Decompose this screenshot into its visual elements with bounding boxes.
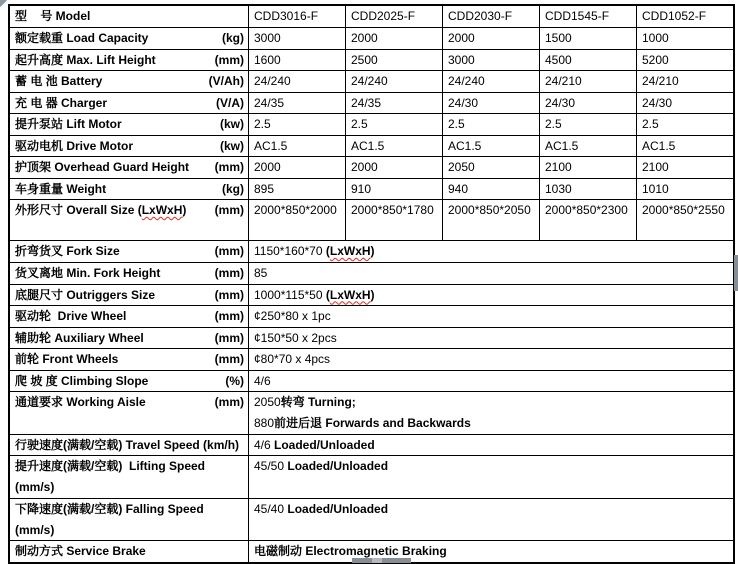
unit-label: (mm)	[214, 352, 244, 366]
text-segment: 驱动轮 Drive Wheel	[15, 309, 127, 323]
value-text: 1500	[545, 31, 572, 45]
table-row	[10, 285, 733, 307]
label-text	[15, 309, 126, 324]
text-segment: 前进后退 Forwards and Backwards	[274, 416, 471, 430]
value-cell	[249, 241, 733, 262]
value-cell	[249, 200, 346, 240]
value-text: 940	[448, 181, 469, 196]
value-cell	[540, 136, 637, 157]
label-text	[15, 438, 239, 453]
text-segment: 下降速度(满载/空载) Falling Speed	[15, 501, 204, 516]
value-cell	[346, 136, 443, 157]
table-row	[10, 499, 733, 542]
value-text: 24/35	[254, 95, 285, 110]
table-row	[10, 114, 733, 136]
value-cell	[249, 499, 733, 541]
label-line	[15, 544, 244, 559]
label-line	[15, 438, 244, 453]
value-cell	[249, 349, 733, 370]
value-text: 2100	[642, 160, 669, 174]
label-line2: (mm/s)	[15, 480, 55, 494]
value-line	[254, 266, 729, 281]
text-segment: LxWxH	[329, 287, 371, 302]
value-text: 24/240	[448, 74, 485, 88]
text-segment: 车身重量 Weight	[15, 181, 107, 196]
value-text: 24/35	[351, 95, 382, 110]
table-row	[10, 71, 733, 93]
value-cell	[443, 93, 540, 114]
value-text: 2100	[545, 160, 572, 174]
value-cell	[540, 6, 637, 27]
text-segment: 驱动电机 Drive Motor	[15, 138, 134, 153]
text-segment: ¢150*50 x 2pcs	[254, 330, 337, 345]
vertical-scrollbar-thumb[interactable]	[734, 255, 738, 291]
text-segment: Loaded/Unloaded	[287, 459, 389, 473]
value-cell	[249, 157, 346, 178]
label-text	[15, 117, 122, 132]
row-label-cell	[10, 541, 249, 562]
label-text	[15, 203, 186, 218]
table-move-handle-icon[interactable]	[0, 0, 7, 7]
value-text: CDD3016-F	[254, 9, 319, 23]
row-label-cell	[10, 136, 249, 157]
unit-label: (mm)	[214, 330, 244, 345]
unit-label: (kw)	[220, 138, 244, 153]
value-cell	[637, 71, 733, 92]
label-line	[15, 395, 244, 410]
label-line	[15, 331, 244, 346]
text-segment: 转弯 Turning;	[280, 395, 356, 409]
value-cell	[346, 114, 443, 135]
value-cell	[637, 200, 733, 240]
row-label-cell	[10, 306, 249, 327]
row-label-cell	[10, 93, 249, 114]
row-label-cell	[10, 392, 249, 434]
label-text	[15, 331, 144, 346]
table-row	[10, 241, 733, 263]
unit-label: (mm)	[214, 287, 244, 302]
table-row	[10, 6, 733, 28]
row-label-cell	[10, 499, 249, 541]
text-segment: 电磁制动 Electromagnetic Braking	[254, 544, 447, 558]
text-segment: 护顶架 Overhead Guard Height	[15, 160, 190, 174]
value-text: 2000*850*2550	[642, 203, 725, 217]
text-segment: 起升高度 Max. Lift Height	[15, 52, 156, 67]
label-line	[15, 244, 244, 259]
value-cell	[637, 28, 733, 49]
value-cell	[249, 136, 346, 157]
value-cell	[443, 136, 540, 157]
label-line	[15, 459, 244, 474]
value-text: 24/30	[642, 95, 673, 110]
value-text: 2000*850*2000	[254, 203, 337, 217]
row-label-cell	[10, 6, 249, 27]
label-line	[15, 182, 244, 197]
unit-label: (V/A)	[216, 95, 244, 110]
label-text	[15, 96, 107, 111]
value-cell	[346, 200, 443, 240]
value-cell	[637, 50, 733, 71]
table-row	[10, 200, 733, 241]
value-cell	[249, 6, 346, 27]
table-row	[10, 392, 733, 435]
value-cell	[443, 50, 540, 71]
value-cell	[249, 114, 346, 135]
label-line	[15, 117, 244, 132]
value-text: 5200	[642, 52, 669, 67]
value-text: 2500	[351, 52, 378, 67]
value-text: 2050	[448, 160, 475, 174]
text-segment: 1000*115*50	[254, 287, 326, 302]
table-row	[10, 157, 733, 179]
value-cell	[540, 179, 637, 200]
label-line	[15, 374, 244, 389]
label-text	[15, 139, 133, 154]
text-segment: 制动方式 Service Brake	[15, 544, 146, 558]
value-text: 24/240	[254, 74, 291, 88]
text-segment: 底腿尺寸 Outriggers Size	[15, 287, 156, 302]
value-cell	[249, 93, 346, 114]
value-text: CDD1052-F	[642, 9, 707, 23]
value-cell	[540, 200, 637, 240]
label-line	[15, 31, 244, 46]
text-segment: 4/6	[254, 373, 271, 388]
value-line	[254, 416, 729, 431]
value-line	[254, 352, 729, 367]
value-cell	[637, 179, 733, 200]
value-text: 3000	[254, 31, 281, 45]
label-text	[15, 9, 90, 24]
label-text	[15, 288, 155, 303]
value-cell	[346, 6, 443, 27]
label-text	[15, 395, 146, 410]
text-segment: 通道要求 Working Aisle	[15, 395, 146, 409]
label-line	[15, 9, 244, 24]
value-cell	[443, 200, 540, 240]
horizontal-scrollbar-thumb[interactable]	[352, 558, 411, 563]
scrollbar-notch	[372, 558, 382, 563]
value-text: 24/30	[448, 95, 479, 110]
value-cell	[346, 179, 443, 200]
label-line	[15, 266, 244, 281]
row-label-cell	[10, 28, 249, 49]
row-label-cell	[10, 114, 249, 135]
text-segment: 45/40	[254, 501, 288, 516]
table-row	[10, 349, 733, 371]
text-segment: 前轮 Front Wheels	[15, 352, 119, 366]
unit-label: (mm)	[214, 309, 244, 323]
value-text: 895	[254, 181, 275, 196]
value-cell	[540, 28, 637, 49]
text-segment: LxWxH	[329, 244, 371, 258]
unit-label: (mm)	[214, 203, 244, 217]
text-segment: 辅助轮 Auxiliary Wheel	[15, 330, 144, 345]
text-segment: Loaded/Unloaded	[274, 437, 375, 452]
value-cell	[249, 28, 346, 49]
value-text: 2.5	[254, 117, 271, 131]
value-text: 2000	[351, 160, 378, 174]
value-text: 2000*850*2300	[545, 203, 628, 217]
label-line	[15, 74, 244, 89]
value-text: 1010	[642, 181, 669, 196]
value-text: AC1.5	[545, 138, 579, 153]
value-text: 2.5	[448, 117, 465, 131]
text-segment: 4/6	[254, 437, 275, 452]
label-text	[15, 244, 120, 259]
value-text: 2000	[254, 160, 281, 174]
row-label-cell	[10, 456, 249, 498]
value-cell	[443, 6, 540, 27]
value-line	[254, 309, 729, 324]
text-segment: 行驶速度(满载/空载) Travel Speed (km/h)	[15, 437, 240, 452]
value-text: 2000	[448, 31, 475, 45]
value-line	[254, 331, 729, 346]
value-cell	[443, 28, 540, 49]
text-segment: ¢80*70 x 4pcs	[254, 352, 331, 366]
value-line	[254, 438, 729, 453]
label-line	[15, 139, 244, 154]
row-label-cell	[10, 179, 249, 200]
value-cell	[540, 114, 637, 135]
value-cell	[249, 435, 733, 456]
value-line	[254, 374, 729, 389]
value-text: CDD2030-F	[448, 9, 513, 23]
value-cell	[249, 371, 733, 392]
value-line	[254, 459, 729, 474]
row-label-cell	[10, 50, 249, 71]
value-cell	[540, 93, 637, 114]
row-label-cell	[10, 435, 249, 456]
text-segment: (	[325, 287, 330, 302]
label-line	[15, 203, 244, 218]
value-cell	[249, 50, 346, 71]
value-line	[254, 395, 729, 410]
value-cell	[637, 114, 733, 135]
text-segment: 充 电 器 Charger	[15, 95, 108, 110]
label-line	[15, 53, 244, 68]
table-row	[10, 306, 733, 328]
label-text	[15, 352, 118, 367]
value-cell	[249, 71, 346, 92]
value-cell	[346, 28, 443, 49]
label-text	[15, 502, 204, 517]
text-segment: )	[370, 287, 375, 302]
label-text	[15, 459, 205, 474]
text-segment: ¢250*80 x 1pc	[254, 309, 331, 323]
value-cell	[443, 71, 540, 92]
value-text: 2000	[351, 31, 378, 45]
value-cell	[249, 306, 733, 327]
value-text: 2000*850*2050	[448, 203, 531, 217]
value-text: 24/30	[545, 95, 576, 110]
text-segment: 45/50	[254, 459, 288, 473]
text-segment: 蓄 电 池 Battery	[15, 74, 103, 88]
value-text: 24/240	[351, 74, 388, 88]
row-label-cell	[10, 71, 249, 92]
value-cell	[637, 6, 733, 27]
label-line	[15, 352, 244, 367]
label-text	[15, 374, 148, 389]
label-text	[15, 544, 146, 559]
value-text: 3000	[448, 52, 475, 67]
value-line	[254, 502, 729, 517]
label-text	[15, 182, 106, 197]
label-line	[15, 309, 244, 324]
unit-label: (mm)	[214, 266, 244, 280]
text-segment: 2050	[254, 395, 281, 409]
value-text: AC1.5	[254, 138, 288, 153]
value-text: 1030	[545, 181, 572, 196]
unit-label: (mm)	[214, 160, 244, 174]
text-segment: 额定载重 Load Capacity	[15, 31, 149, 45]
table-row	[10, 136, 733, 158]
text-segment: 提升速度(满载/空载) Lifting Speed	[15, 459, 205, 473]
value-text: 2.5	[545, 117, 562, 131]
value-text: 2.5	[642, 117, 659, 131]
text-segment: 货叉离地 Min. Fork Height	[15, 266, 161, 280]
row-label-cell	[10, 263, 249, 284]
text-segment: Loaded/Unloaded	[287, 501, 389, 516]
unit-label: (%)	[225, 373, 244, 388]
value-cell	[637, 136, 733, 157]
value-cell	[249, 392, 733, 434]
value-cell	[540, 157, 637, 178]
value-text: 24/210	[642, 74, 679, 88]
value-text: 2000*850*1780	[351, 203, 434, 217]
value-text: 4500	[545, 52, 572, 67]
label-line2: (mm/s)	[15, 522, 55, 537]
table-row	[10, 28, 733, 50]
value-cell	[249, 285, 733, 306]
value-cell	[443, 114, 540, 135]
row-label-cell	[10, 328, 249, 349]
text-segment: 1150*160*70	[254, 244, 326, 258]
value-text: AC1.5	[642, 138, 676, 153]
table-row	[10, 456, 733, 499]
label-text	[15, 31, 148, 46]
value-cell	[346, 93, 443, 114]
unit-label: (mm)	[214, 244, 244, 258]
value-text: 2.5	[351, 117, 368, 131]
value-text: 910	[351, 181, 372, 196]
text-segment: 提升泵站 Lift Motor	[15, 117, 122, 131]
text-segment: )	[182, 203, 187, 217]
row-label-cell	[10, 285, 249, 306]
text-segment: 85	[254, 266, 268, 280]
row-label-cell	[10, 371, 249, 392]
text-segment: LxWxH	[141, 203, 183, 217]
label-line	[15, 96, 244, 111]
value-line	[254, 244, 729, 259]
row-label-cell	[10, 157, 249, 178]
value-cell	[443, 179, 540, 200]
table-row	[10, 179, 733, 201]
row-label-cell	[10, 241, 249, 262]
value-cell	[637, 157, 733, 178]
row-label-cell	[10, 200, 249, 240]
table-row	[10, 371, 733, 393]
value-text: CDD1545-F	[545, 9, 610, 23]
value-cell	[249, 263, 733, 284]
label-text	[15, 74, 102, 89]
value-line	[254, 544, 729, 559]
label-text	[15, 266, 160, 281]
value-cell	[637, 93, 733, 114]
unit-label: (mm)	[214, 52, 244, 67]
value-text: AC1.5	[351, 138, 385, 153]
value-cell	[540, 50, 637, 71]
text-segment: )	[370, 244, 375, 258]
unit-label: (mm)	[214, 395, 244, 409]
table-row	[10, 93, 733, 115]
text-segment: 外形尺寸 Overall Size (	[15, 203, 142, 217]
spec-table	[8, 4, 735, 564]
label-line	[15, 160, 244, 175]
value-text: 24/210	[545, 74, 582, 88]
value-cell	[249, 328, 733, 349]
text-segment: 折弯货叉 Fork Size	[15, 244, 120, 258]
text-segment: (	[325, 244, 330, 258]
value-text: 1000	[642, 31, 669, 45]
label-line	[15, 502, 244, 517]
unit-label: (V/Ah)	[208, 74, 244, 88]
table-row	[10, 328, 733, 350]
value-cell	[346, 71, 443, 92]
table-row	[10, 50, 733, 72]
table-row	[10, 435, 733, 457]
table-row	[10, 263, 733, 285]
text-segment: 型 号 Model	[15, 9, 91, 23]
label-text	[15, 53, 156, 68]
unit-label: (kg)	[222, 31, 244, 45]
unit-label: (kw)	[220, 117, 244, 131]
value-text: CDD2025-F	[351, 9, 416, 23]
value-cell	[443, 157, 540, 178]
label-line	[15, 288, 244, 303]
value-text: AC1.5	[448, 138, 482, 153]
row-label-cell	[10, 349, 249, 370]
value-cell	[249, 541, 733, 562]
label-text	[15, 160, 189, 175]
unit-label: (kg)	[222, 181, 244, 196]
value-text: 1600	[254, 52, 281, 67]
value-cell	[540, 71, 637, 92]
text-segment: 880	[254, 416, 275, 430]
value-cell	[249, 179, 346, 200]
value-cell	[249, 456, 733, 498]
text-segment: 爬 坡 度 Climbing Slope	[15, 373, 149, 388]
value-cell	[346, 50, 443, 71]
value-line	[254, 288, 729, 303]
value-cell	[346, 157, 443, 178]
